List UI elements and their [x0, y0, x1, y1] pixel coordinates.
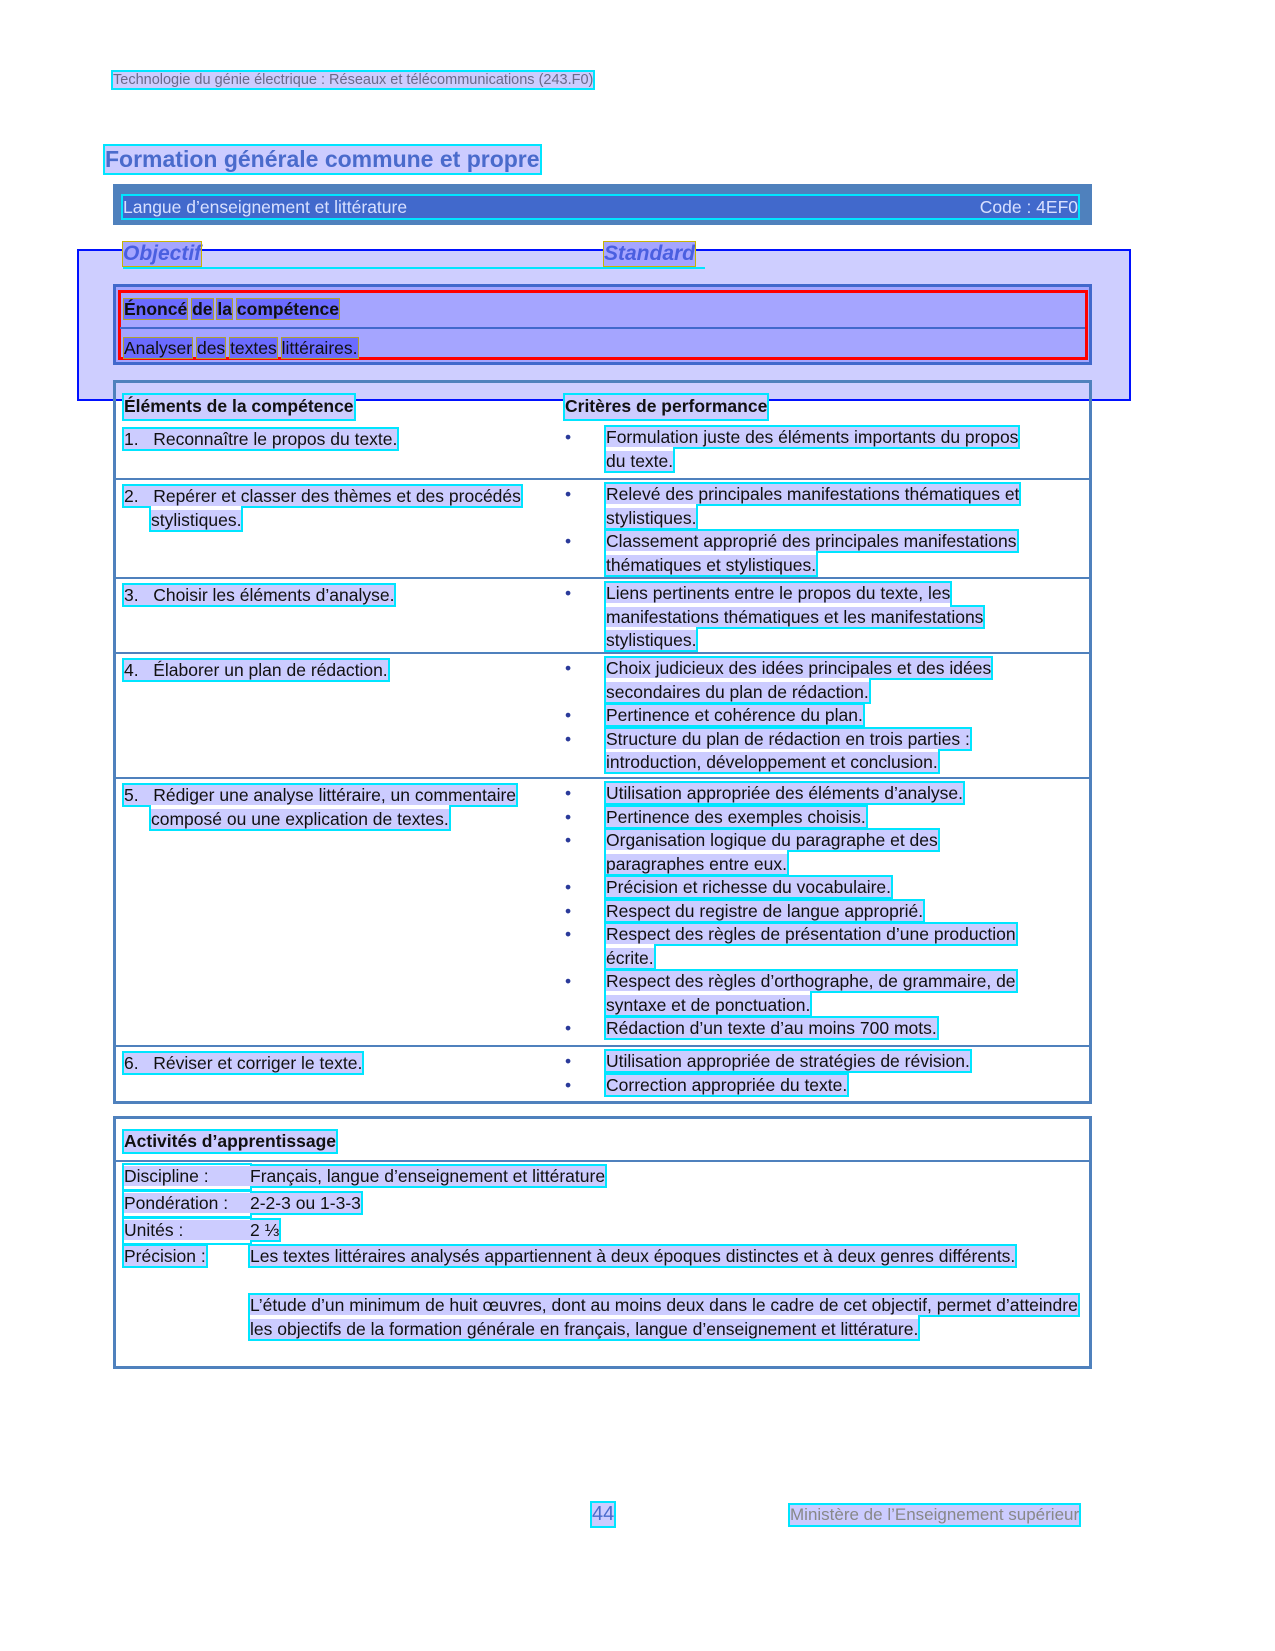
word: des: [196, 338, 226, 358]
criterion-text: Choix judicieux des idées principales et des idées secondaires du plan de rédaction.: [606, 658, 992, 702]
competence-element: [124, 784, 564, 831]
bullet-icon: •: [565, 900, 572, 921]
word: Énoncé: [124, 299, 188, 319]
criterion-item: [565, 923, 1035, 970]
divider: [120, 327, 1085, 329]
criterion-text: Utilisation appropriée des éléments d’analyse.: [606, 783, 964, 803]
criterion-text: Pertinence des exemples choisis.: [606, 806, 866, 827]
bullet-icon: •: [565, 971, 572, 991]
bullet-icon: •: [565, 783, 572, 803]
element-number: 3.: [124, 585, 139, 605]
bullet-icon: •: [565, 531, 572, 551]
element-text: Reconnaître le propos du texte.: [153, 429, 398, 449]
criterion-text: Respect du registre de langue approprié.: [606, 900, 924, 921]
bullet-icon: •: [565, 830, 572, 850]
criterion-item: [565, 829, 1035, 876]
criterion-item: [565, 426, 1035, 473]
standard-label: Standard: [604, 242, 696, 265]
word: textes: [230, 338, 277, 358]
criterion-item: [565, 1074, 1035, 1098]
competence-element: [124, 1052, 564, 1076]
table-row: [116, 478, 1089, 577]
table-header: [116, 383, 1089, 423]
unites-label: Unités :: [124, 1220, 184, 1240]
criterion-item: [565, 728, 1035, 775]
criterion-item: [565, 657, 1035, 704]
table-row: [116, 577, 1089, 652]
element-number: 6.: [124, 1053, 139, 1073]
criterion-text: Structure du plan de rédaction en trois parties : introduction, développement et conclusion.: [606, 728, 970, 772]
word: Analyser: [124, 338, 193, 358]
element-number: 2.: [124, 486, 139, 506]
discipline-label: Discipline :: [124, 1166, 209, 1186]
course-bar: [113, 184, 1092, 225]
bullet-icon: •: [565, 1018, 572, 1038]
enonce-heading: [124, 299, 339, 320]
criterion-item: [565, 582, 1035, 653]
element-text: Repérer et classer des thèmes et des procédés stylistiques.: [151, 486, 521, 530]
table-row: [116, 652, 1089, 777]
section-title: Formation générale commune et propre: [105, 146, 540, 172]
element-number: 1.: [124, 429, 139, 449]
publisher: Ministère de l’Enseignement supérieur: [790, 1505, 1080, 1524]
criteria-list: [565, 1050, 1035, 1097]
criterion-item: [565, 900, 1035, 924]
criterion-text: Classement approprié des principales manifestations thématiques et stylistiques.: [606, 531, 1017, 575]
criterion-text: Utilisation appropriée de stratégies de révision.: [606, 1051, 970, 1071]
bullet-icon: •: [565, 427, 572, 447]
precision-text-1: Les textes littéraires analysés appartiennent à deux époques distinctes et à deux genres différents.: [250, 1246, 1016, 1266]
criterion-text: Formulation juste des éléments importants du propos du texte.: [606, 427, 1019, 471]
criterion-text: Pertinence et cohérence du plan.: [606, 705, 863, 725]
criterion-item: [565, 1017, 1035, 1041]
precision-label: Précision :: [124, 1246, 206, 1266]
course-code: Code : 4EF0: [979, 197, 1078, 217]
bullet-icon: •: [565, 1074, 572, 1095]
competence-element: [124, 428, 564, 452]
bullet-icon: •: [565, 806, 572, 827]
competence-table: [113, 380, 1092, 1104]
criterion-item: [565, 530, 1035, 577]
element-number: 4.: [124, 660, 139, 680]
enonce-text: [124, 338, 358, 359]
criterion-text: Respect des règles de présentation d’une production écrite.: [606, 924, 1016, 968]
bullet-icon: •: [565, 924, 572, 944]
criterion-item: [565, 782, 1035, 806]
ponderation-value: 2-2-3 ou 1-3-3: [250, 1193, 361, 1213]
running-header: Technologie du génie électrique : Réseaux et télécommunications (243.F0): [113, 72, 594, 88]
bullet-icon: •: [565, 877, 572, 897]
activities-heading: Activités d’apprentissage: [124, 1131, 337, 1151]
criterion-item: [565, 704, 1035, 728]
precision-text-2: L’étude d’un minimum de huit œuvres, dont au moins deux dans le cadre de cet objectif, permet d’atteindre les objectifs de la formation générale en français, langue d’enseignement et littérature.: [250, 1295, 1078, 1339]
bullet-icon: •: [565, 583, 572, 603]
element-text: Choisir les éléments d’analyse.: [153, 585, 395, 605]
competence-element: [124, 659, 564, 683]
criteria-list: [565, 657, 1035, 775]
table-row: [116, 777, 1089, 1045]
element-text: Élaborer un plan de rédaction.: [153, 660, 388, 680]
criterion-text: Organisation logique du paragraphe et des paragraphes entre eux.: [606, 830, 938, 874]
col-criteria-header: Critères de performance: [565, 395, 767, 419]
divider: [116, 1160, 1089, 1162]
word: littéraires.: [281, 338, 358, 358]
table-row: [116, 1045, 1089, 1101]
page-number: 44: [592, 1503, 615, 1525]
competence-element: [124, 584, 564, 608]
col-elements-header: Éléments de la compétence: [124, 395, 354, 419]
criterion-text: Respect des règles d’orthographe, de grammaire, de syntaxe et de ponctuation.: [606, 971, 1016, 1015]
criterion-item: [565, 1050, 1035, 1074]
competence-element: [124, 485, 564, 532]
criterion-text: Correction appropriée du texte.: [606, 1074, 848, 1095]
criterion-text: Liens pertinents entre le propos du texte, les manifestations thématiques et les manifestations stylistiques.: [606, 583, 984, 650]
criteria-list: [565, 582, 1035, 653]
enonce-box: [113, 284, 1092, 365]
criterion-text: Précision et richesse du vocabulaire.: [606, 877, 892, 897]
word: compétence: [236, 299, 340, 319]
criterion-text: Relevé des principales manifestations thématiques et stylistiques.: [606, 484, 1020, 528]
bullet-icon: •: [565, 484, 572, 504]
criteria-list: [565, 782, 1035, 1041]
objective-label: Objectif: [123, 242, 202, 265]
criterion-item: [565, 876, 1035, 900]
element-number: 5.: [124, 785, 139, 805]
discipline-value: Français, langue d’enseignement et littérature: [250, 1166, 606, 1186]
ponderation-label: Pondération :: [124, 1193, 229, 1213]
criteria-list: [565, 426, 1035, 473]
activities-box: [113, 1116, 1092, 1369]
word: de: [192, 299, 213, 319]
bullet-icon: •: [565, 658, 572, 678]
course-name: Langue d’enseignement et littérature: [123, 197, 408, 217]
unites-value: 2 ⅓: [250, 1220, 280, 1240]
element-text: Rédiger une analyse littéraire, un commentaire composé ou une explication de textes.: [151, 785, 517, 829]
word: la: [217, 299, 233, 319]
bullet-icon: •: [565, 705, 572, 725]
element-text: Réviser et corriger le texte.: [153, 1053, 363, 1073]
criterion-item: [565, 970, 1035, 1017]
criteria-list: [565, 483, 1035, 577]
criterion-item: [565, 806, 1035, 830]
bullet-icon: •: [565, 1051, 572, 1071]
bullet-icon: •: [565, 728, 572, 749]
criterion-text: Rédaction d’un texte d’au moins 700 mots.: [606, 1018, 937, 1038]
criterion-item: [565, 483, 1035, 530]
table-row: [116, 423, 1089, 478]
